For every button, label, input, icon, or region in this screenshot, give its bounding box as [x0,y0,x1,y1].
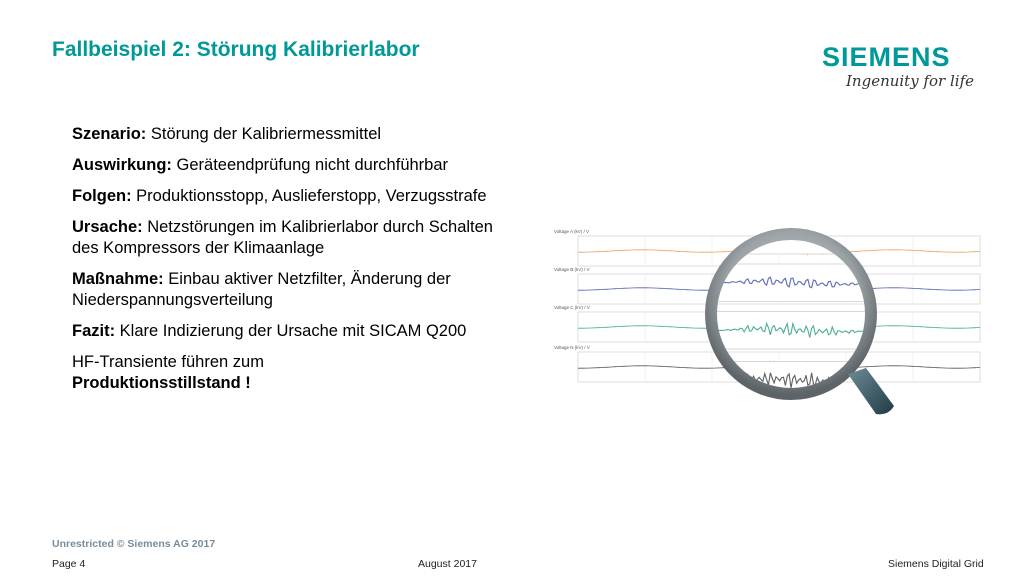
paragraph-text: Einbau aktiver Netzfilter, Änderung der Niederspannungsverteilung [72,270,451,309]
footer-page-number: Page 4 [52,558,86,570]
conclusion-line2: Produktionsstillstand ! [72,374,251,392]
slide-title: Fallbeispiel 2: Störung Kalibrierlabor [52,38,420,61]
paragraph-szenario [72,124,522,145]
footer-date: August 2017 [418,558,477,570]
paragraph-conclusion [72,352,522,394]
panel-label: Voltage A (kV) / V [554,229,590,234]
paragraph-label: Maßnahme: [72,270,164,288]
siemens-logo [822,42,982,102]
paragraph-text: Geräteendprüfung nicht durchführbar [171,156,449,174]
slide-content [72,124,522,404]
lens-glass [717,240,865,388]
panel-label: Voltage N (kV) / V [554,345,590,350]
paragraph-ursache [72,217,522,259]
paragraph-label: Szenario: [72,125,147,143]
footer-copyright: Unrestricted © Siemens AG 2017 [52,538,216,550]
paragraph-label: Auswirkung: [72,156,172,174]
paragraph-folgen [72,186,522,207]
panel-label: Voltage C (kV) / V [554,305,590,310]
footer-organization: Siemens Digital Grid [888,558,984,570]
conclusion-line1: HF-Transiente führen zum [72,353,264,371]
panel-label: Voltage B (kV) / V [554,267,590,272]
paragraph-label: Folgen: [72,187,132,205]
logo-brand: SIEMENS [822,42,951,72]
waveform-magnifier-figure [548,218,984,418]
logo-tagline: Ingenuity for life [846,72,974,90]
paragraph-auswirkung [72,155,522,176]
paragraph-text: Störung der Kalibriermessmittel [146,125,382,143]
paragraph-text: Netzstörungen im Kalibrierlabor durch Schalten des Kompressors der Klimaanlage [72,218,493,257]
paragraph-label: Fazit: [72,322,116,340]
paragraph-text: Klare Indizierung der Ursache mit SICAM Q200 [115,322,467,340]
paragraph-label: Ursache: [72,218,143,236]
paragraph-text: Produktionsstopp, Auslieferstopp, Verzugsstrafe [131,187,487,205]
paragraph-massnahme [72,269,522,311]
paragraph-fazit [72,321,522,342]
